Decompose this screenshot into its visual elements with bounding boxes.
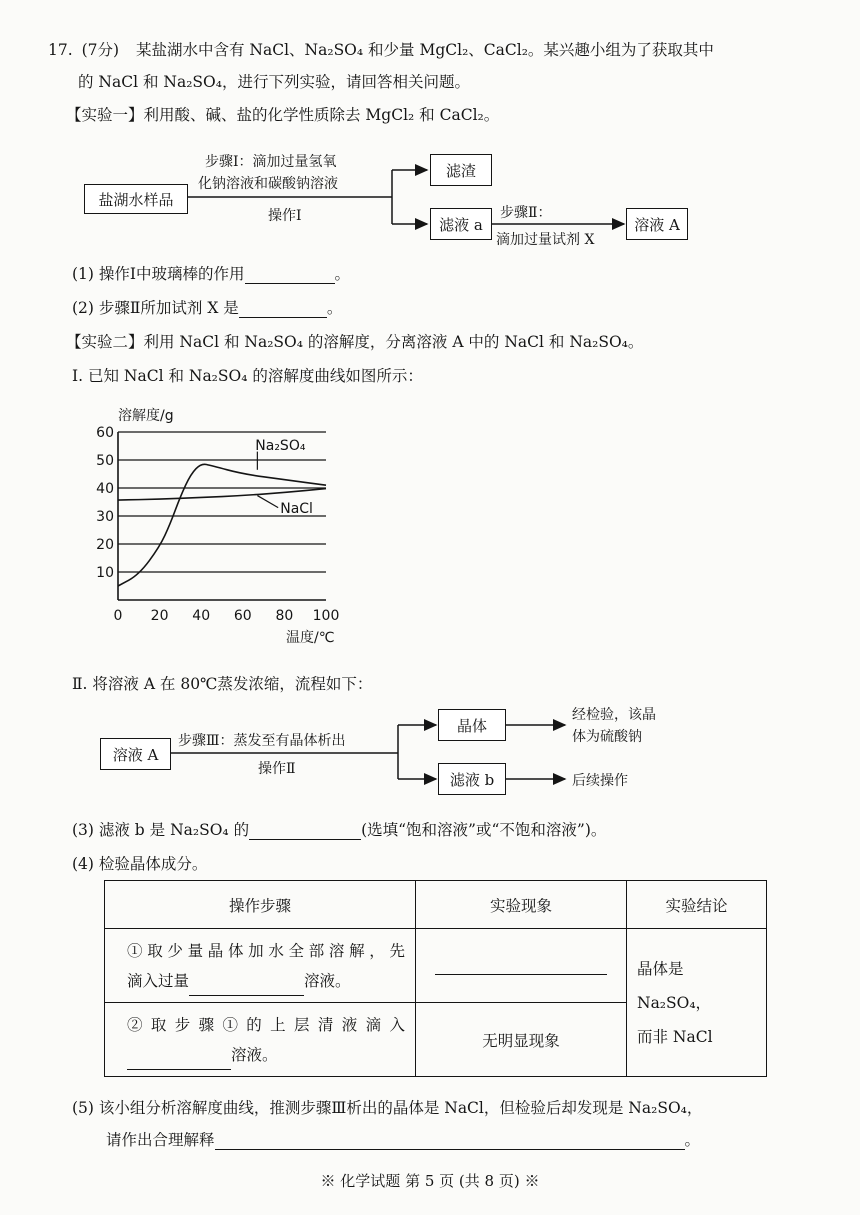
question-1-suffix: 。	[334, 265, 351, 283]
x-tick-label: 100	[312, 608, 340, 624]
y-tick-label: 10	[96, 565, 114, 581]
row2-step-post: 溶液。	[231, 1045, 278, 1064]
table-header-row	[105, 881, 767, 929]
row2-step-line1: ②取步骤①的上层清液滴入	[127, 1015, 405, 1034]
operation2-label: 操作Ⅱ	[258, 761, 296, 777]
crystal-box: 晶体	[438, 709, 506, 741]
question-5-line1: (5) 该小组分析溶解度曲线，推测步骤Ⅲ析出的晶体是 NaCl，但检验后却发现是 Na₂SO₄，	[72, 1099, 703, 1117]
header-steps: 操作步骤	[105, 881, 416, 929]
exp2-title: 【实验二】利用 NaCl 和 Na₂SO₄ 的溶解度，分离溶液 A 中的 NaCl 和 Na₂SO₄。	[66, 333, 644, 351]
y-tick-label: 30	[96, 509, 114, 525]
solution-a-box: 溶液 A	[626, 208, 688, 240]
x-tick-label: 60	[233, 608, 252, 624]
filtrate-b-box: 滤液 b	[438, 763, 506, 795]
y-tick-label: 50	[96, 453, 114, 469]
conclusion-cell	[627, 929, 767, 1077]
answer-blank-5[interactable]	[435, 958, 607, 975]
table-row-1	[105, 929, 767, 1003]
answer-blank-4[interactable]	[189, 979, 304, 996]
page-footer: ※ 化学试题 第 5 页 (共 8 页) ※	[320, 1172, 540, 1190]
sample-box: 盐湖水样品	[84, 184, 188, 214]
question-3	[72, 818, 606, 840]
experiment-table	[104, 880, 767, 1077]
question-intro-line1: 某盐湖水中含有 NaCl、Na₂SO₄ 和少量 MgCl₂、CaCl₂。某兴趣小组为了获取其中	[136, 41, 714, 59]
y-axis-label: 溶解度/g	[118, 408, 174, 424]
row1-step-line1: ①取少量晶体加水全部溶解，先	[127, 941, 405, 960]
x-tick-label: 20	[150, 608, 169, 624]
row1-step-post: 溶液。	[304, 971, 351, 990]
question-2-suffix: 。	[326, 299, 343, 317]
followup-label: 后续操作	[572, 773, 628, 789]
conclusion-line2: 而非 NaCl	[637, 1027, 713, 1046]
step2-label-line1: 步骤Ⅱ：	[500, 205, 552, 221]
question-points: (7分)	[81, 41, 120, 59]
exp2-part1: Ⅰ. 已知 NaCl 和 Na₂SO₄ 的溶解度曲线如图所示：	[72, 367, 423, 385]
question-4: (4) 检验晶体成分。	[72, 855, 208, 873]
step2-label-line2: 滴加过量试剂 X	[496, 232, 595, 248]
y-tick-label: 20	[96, 537, 114, 553]
exp2-part2: Ⅱ. 将溶液 A 在 80℃蒸发浓缩，流程如下：	[72, 675, 373, 693]
y-tick-label: 40	[96, 481, 114, 497]
row2-step	[105, 1003, 416, 1077]
row1-step	[105, 929, 416, 1003]
na2so4-series-label: Na₂SO₄	[255, 438, 306, 455]
question-intro-line2: 的 NaCl 和 Na₂SO₄，进行下列实验，请回答相关问题。	[78, 73, 470, 91]
answer-blank-3[interactable]	[249, 823, 361, 840]
question-5-suffix: 。	[684, 1131, 701, 1149]
step1-label-line2: 化钠溶液和碳酸钠溶液	[198, 176, 338, 192]
question-2-text: (2) 步骤Ⅱ所加试剂 X 是	[72, 299, 239, 317]
row2-phenomenon: 无明显现象	[416, 1003, 627, 1077]
y-tick-label: 60	[96, 425, 114, 441]
question-5-line2	[106, 1128, 700, 1150]
conclusion-line1: 晶体是 Na₂SO₄，	[637, 959, 712, 1012]
question-5-text: 请作出合理解释	[106, 1131, 215, 1149]
nacl-series-label: NaCl	[280, 501, 313, 518]
filtrate-a-box: 滤液 a	[430, 208, 492, 240]
step3-label: 步骤Ⅲ：蒸发至有晶体析出	[178, 733, 346, 749]
crystal-note-line1: 经检验，该晶	[572, 707, 656, 723]
residue-box: 滤渣	[430, 154, 492, 186]
operation1-label: 操作Ⅰ	[268, 208, 302, 224]
x-tick-label: 80	[275, 608, 294, 624]
question-3-text: (3) 滤液 b 是 Na₂SO₄ 的	[72, 821, 250, 839]
header-phenomenon: 实验现象	[416, 881, 627, 929]
answer-blank-6[interactable]	[127, 1053, 231, 1070]
x-tick-label: 40	[192, 608, 211, 624]
row1-step-pre: 滴入过量	[127, 971, 190, 990]
question-1-text: (1) 操作Ⅰ中玻璃棒的作用	[72, 265, 245, 283]
header-conclusion: 实验结论	[627, 881, 767, 929]
x-tick-label: 0	[113, 608, 123, 624]
question-number: 17.	[48, 41, 73, 59]
x-axis-label: 温度/℃	[286, 630, 335, 646]
exp1-title: 【实验一】利用酸、碱、盐的化学性质除去 MgCl₂ 和 CaCl₂。	[66, 106, 500, 124]
solution-a-box-2: 溶液 A	[100, 738, 171, 770]
question-3-suffix: (选填“饱和溶液”或“不饱和溶液”)。	[361, 821, 607, 839]
step1-label-line1: 步骤Ⅰ：滴加过量氢氧	[205, 154, 337, 170]
answer-blank-7[interactable]	[215, 1133, 685, 1150]
crystal-note-line2: 体为硫酸钠	[572, 729, 642, 745]
row1-phenomenon	[416, 929, 627, 1003]
